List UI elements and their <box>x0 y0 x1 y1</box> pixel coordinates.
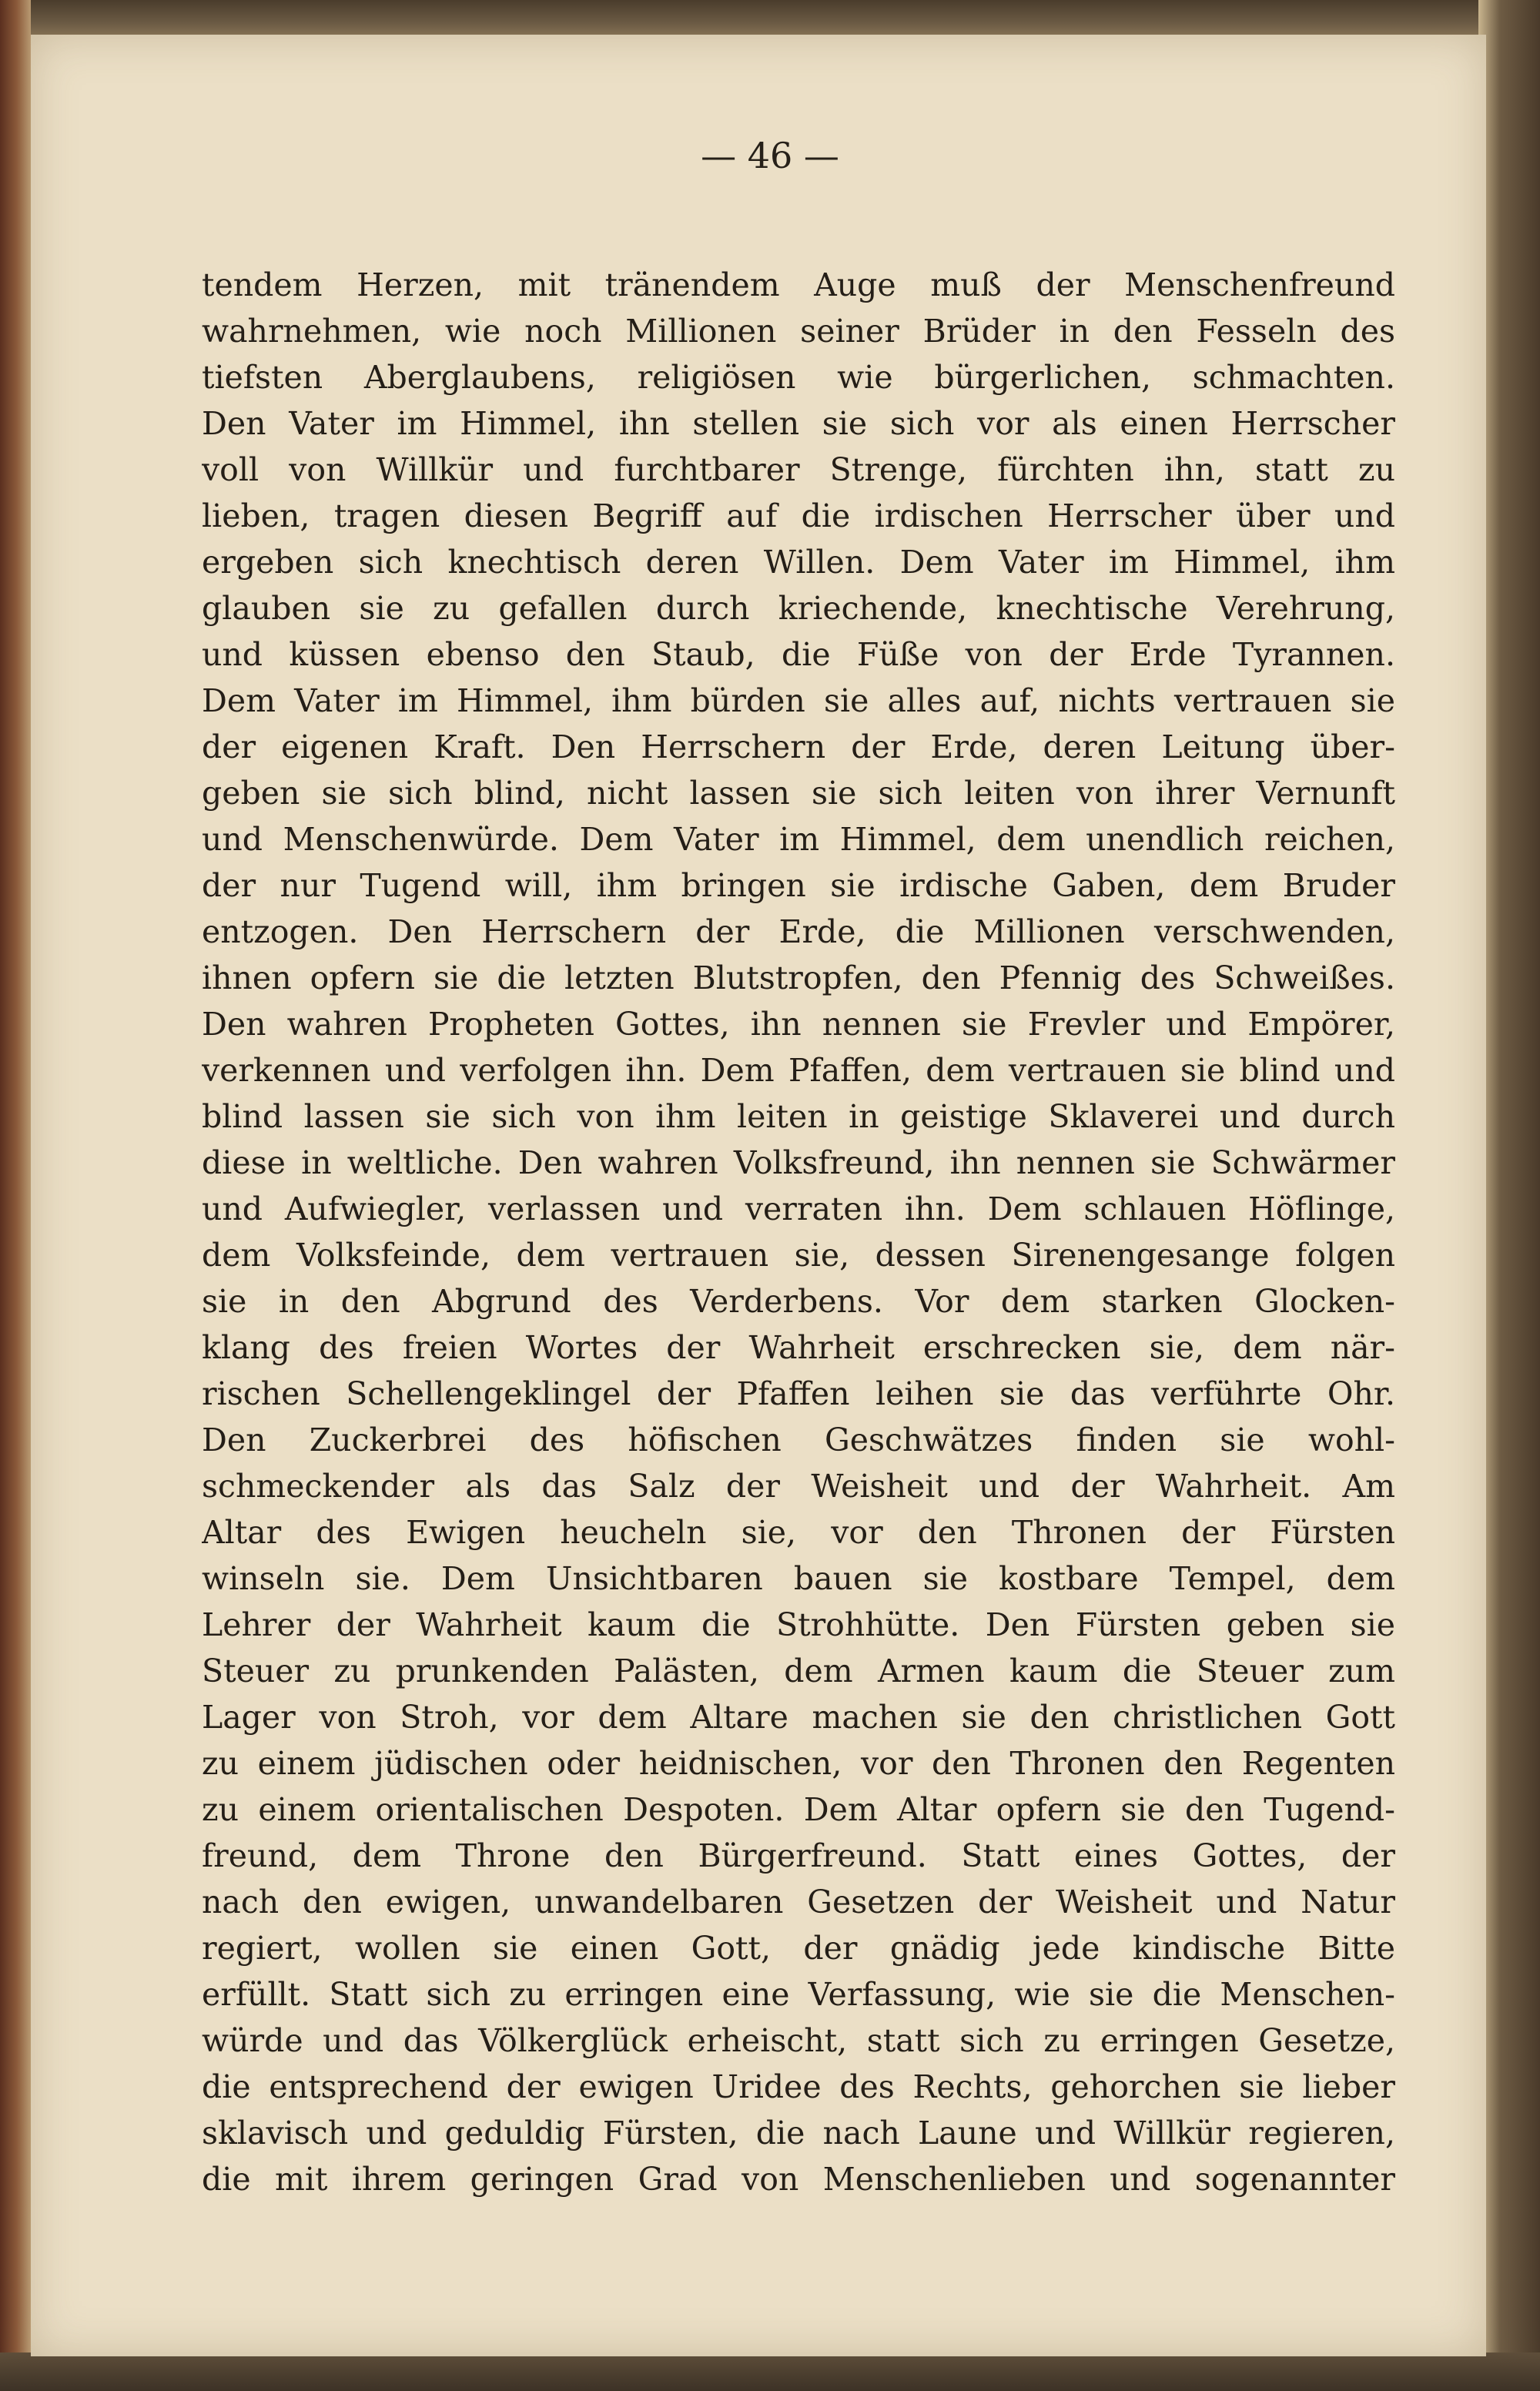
text-line: geben sie sich blind, nicht lassen sie sich leiten von ihrer Vernunft <box>202 775 1395 812</box>
text-line: regiert, wollen sie einen Gott, der gnädig jede kindische Bitte <box>202 1930 1395 1967</box>
scan-right-edge <box>1478 0 1540 2391</box>
text-line: voll von Willkür und furchtbarer Strenge, fürchten ihn, statt zu <box>202 451 1395 488</box>
scan-bottom-edge <box>0 2352 1540 2391</box>
text-line: und Aufwiegler, verlassen und verraten ihn. Dem schlauen Höflinge, <box>202 1190 1395 1227</box>
text-line: lieben, tragen diesen Begriff auf die irdischen Herrscher über und <box>202 497 1395 534</box>
text-line: tiefsten Aberglaubens, religiösen wie bürgerlichen, schmachten. <box>202 359 1395 396</box>
text-line: Dem Vater im Himmel, ihm bürden sie alles auf, nichts vertrauen sie <box>202 682 1395 719</box>
text-line: diese in weltliche. Den wahren Volksfreund, ihn nennen sie Schwärmer <box>202 1144 1395 1181</box>
text-line: sie in den Abgrund des Verderbens. Vor dem starken Glocken- <box>202 1283 1395 1320</box>
text-line: ihnen opfern sie die letzten Blutstropfen, den Pfennig des Schweißes. <box>202 959 1395 996</box>
scan-top-edge <box>0 0 1540 39</box>
text-line: der nur Tugend will, ihm bringen sie irdische Gaben, dem Bruder <box>202 867 1395 904</box>
text-line: zu einem orientalischen Despoten. Dem Altar opfern sie den Tugend- <box>202 1791 1395 1828</box>
text-line: winseln sie. Dem Unsichtbaren bauen sie kostbare Tempel, dem <box>202 1560 1395 1597</box>
text-line: entzogen. Den Herrschern der Erde, die Millionen verschwenden, <box>202 913 1395 950</box>
text-line: rischen Schellengeklingel der Pfaffen leihen sie das verführte Ohr. <box>202 1375 1395 1412</box>
text-line: und Menschenwürde. Dem Vater im Himmel, dem unendlich reichen, <box>202 821 1395 858</box>
text-line: Steuer zu prunkenden Palästen, dem Armen kaum die Steuer zum <box>202 1653 1395 1689</box>
text-line: die entsprechend der ewigen Uridee des Rechts, gehorchen sie lieber <box>202 2068 1395 2105</box>
text-line: Lehrer der Wahrheit kaum die Strohhütte. Den Fürsten geben sie <box>202 1606 1395 1643</box>
text-line: schmeckender als das Salz der Weisheit und der Wahrheit. Am <box>202 1468 1395 1505</box>
text-line: sklavisch und geduldig Fürsten, die nach Laune und Willkür regieren, <box>202 2115 1395 2152</box>
text-line: Den Vater im Himmel, ihn stellen sie sich vor als einen Herrscher <box>202 405 1395 442</box>
text-line: zu einem jüdischen oder heidnischen, vor den Thronen den Regenten <box>202 1745 1395 1782</box>
text-line: Den wahren Propheten Gottes, ihn nennen sie Frevler und Empörer, <box>202 1006 1395 1043</box>
text-line: dem Volksfeinde, dem vertrauen sie, dessen Sirenengesange folgen <box>202 1237 1395 1274</box>
text-line: Lager von Stroh, vor dem Altare machen sie den christlichen Gott <box>202 1699 1395 1736</box>
text-line: tendem Herzen, mit tränendem Auge muß der Menschenfreund <box>202 266 1395 303</box>
text-line: verkennen und verfolgen ihn. Dem Pfaffen, dem vertrauen sie blind und <box>202 1052 1395 1089</box>
text-line: und küssen ebenso den Staub, die Füße von der Erde Tyrannen. <box>202 636 1395 673</box>
text-line: der eigenen Kraft. Den Herrschern der Erde, deren Leitung über- <box>202 728 1395 765</box>
text-line: wahrnehmen, wie noch Millionen seiner Brüder in den Fesseln des <box>202 313 1395 350</box>
body-text <box>202 262 1395 2202</box>
text-line: glauben sie zu gefallen durch kriechende, knechtische Verehrung, <box>202 590 1395 627</box>
book-spine-edge <box>0 0 31 2391</box>
text-line: nach den ewigen, unwandelbaren Gesetzen der Weisheit und Natur <box>202 1884 1395 1921</box>
text-line: blind lassen sie sich von ihm leiten in geistige Sklaverei und durch <box>202 1098 1395 1135</box>
text-line: erfüllt. Statt sich zu erringen eine Verfassung, wie sie die Menschen- <box>202 1976 1395 2013</box>
page-number: — 46 — <box>701 135 839 176</box>
text-line: Den Zuckerbrei des höfischen Geschwätzes finden sie wohl- <box>202 1422 1395 1458</box>
text-line: die mit ihrem geringen Grad von Menschenlieben und sogenannter <box>202 2161 1395 2198</box>
text-line: ergeben sich knechtisch deren Willen. Dem Vater im Himmel, ihm <box>202 544 1395 581</box>
text-line: freund, dem Throne den Bürgerfreund. Statt eines Gottes, der <box>202 1837 1395 1874</box>
text-line: Altar des Ewigen heucheln sie, vor den Thronen der Fürsten <box>202 1514 1395 1551</box>
text-line: klang des freien Wortes der Wahrheit erschrecken sie, dem när- <box>202 1329 1395 1366</box>
text-line: würde und das Völkerglück erheischt, statt sich zu erringen Gesetze, <box>202 2022 1395 2059</box>
